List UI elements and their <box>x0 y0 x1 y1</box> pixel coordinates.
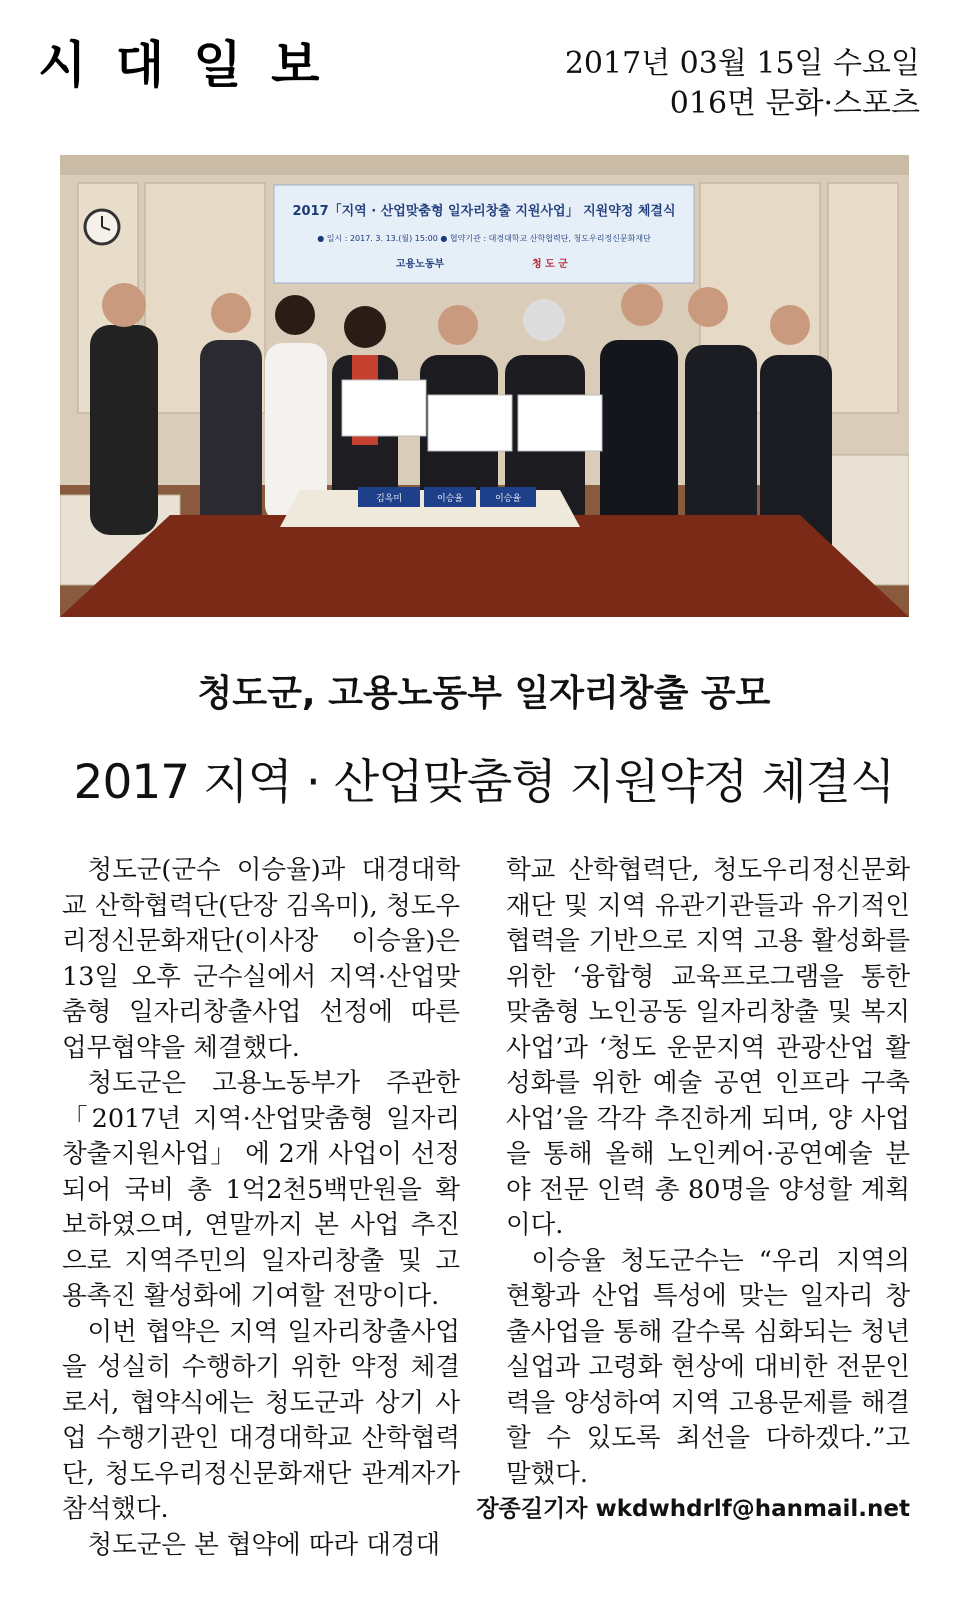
banner-title: 2017「지역 · 산업맞춤형 일자리창출 지원사업」 지원약정 체결식 <box>292 204 676 219</box>
newspaper-masthead: 시 대 일 보 <box>38 36 326 94</box>
article-paragraph: 학교 산학협력단, 청도우리정신문화재단 및 지역 유관기관들과 유기적인 협력을 기반으로 지역 고용 활성화를 위한 ‘융합형 교육프로그램을 통한 맞춤형 노인공동 일자리창출 및 복지사업’과 ‘청도 운문지역 관광산업 활성화를 위한 예술 공연 인프라 구축사업’을 각각 추진하게 되며, 양 사업을 통해 올해 노인케어·공연예술 분야 전문 인력 총 80명을 양성할 계획이다. <box>506 855 910 1240</box>
signed-document <box>342 380 426 436</box>
banner-logo-county: 청 도 군 <box>532 259 568 270</box>
article-headline: 2017 지역 · 산업맞춤형 지원약정 체결식 <box>73 755 895 810</box>
banner-detail: ● 일시 : 2017. 3. 13.(월) 15:00 ● 협약기관 : 대경대학교 산학협력단, 청도우리정신문화재단 <box>317 234 651 243</box>
conference-table <box>60 515 909 617</box>
article-column-right <box>506 853 910 1492</box>
ceremony-photo-drawing <box>60 155 909 617</box>
nameplate-text: 김옥미 <box>375 494 403 504</box>
article-paragraph: 청도군(군수 이승율)과 대경대학교 산학협력단(단장 김옥미), 청도우리정신문화재단(이사장 이승율)은 13일 오후 군수실에서 지역·산업맞춤형 일자리창출사업 선정에 따른 업무협약을 체결했다. <box>62 855 460 1063</box>
ceremony-photo <box>60 155 909 617</box>
article-subhead: 청도군, 고용노동부 일자리창출 공모 <box>197 673 771 714</box>
issue-date: 2017년 03월 15일 수요일 <box>564 46 920 81</box>
banner-logo-ministry: 고용노동부 <box>395 259 445 270</box>
reporter-byline: 장종길기자 wkdwhdrlf@hanmail.net <box>476 1496 910 1522</box>
signed-document <box>518 395 602 451</box>
nameplate-text: 이승율 <box>436 494 464 504</box>
article-paragraph: 이승율 청도군수는 “우리 지역의 현황과 산업 특성에 맞는 일자리 창출사업을 통해 갈수록 심화되는 청년실업과 고령화 현상에 대비한 전문인력을 양성하여 지역 고용문제를 해결할 수 있도록 최선을 다하겠다.”고 말했다. <box>506 1245 910 1489</box>
article-paragraph: 청도군은 고용노동부가 주관한 「2017년 지역·산업맞춤형 일자리창출지원사업」 에 2개 사업이 선정되어 국비 총 1억2천5백만원을 확보하였으며, 연말까지 본 사업 추진으로 지역주민의 일자리창출 및 고용촉진 활성화에 기여할 전망이다. <box>62 1068 460 1311</box>
article-column-left <box>62 853 460 1563</box>
dateline <box>565 44 920 124</box>
article-paragraph: 청도군은 본 협약에 따라 대경대 <box>87 1529 441 1560</box>
nameplate-text: 이승율 <box>494 494 522 504</box>
page-section: 016면 문화·스포츠 <box>669 86 920 121</box>
signed-document <box>428 395 512 451</box>
article-paragraph: 이번 협약은 지역 일자리창출사업을 성실히 수행하기 위한 약정 체결로서, 협약식에는 청도군과 상기 사업 수행기관인 대경대학교 산학협력단, 청도우리정신문화재단 관계자가 참석했다. <box>62 1316 460 1524</box>
